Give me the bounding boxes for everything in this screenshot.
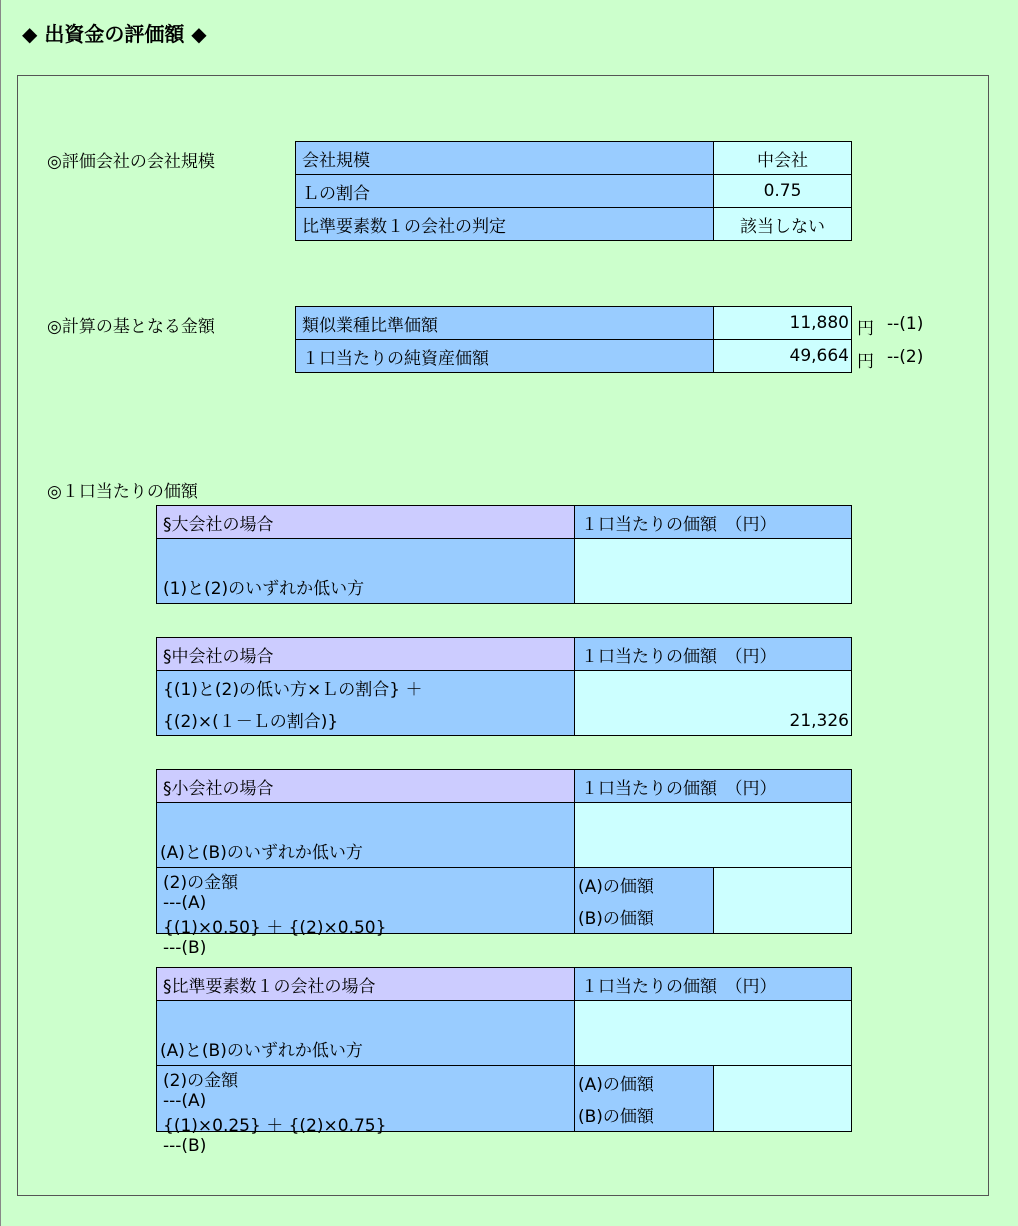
medium-formula-line1: {(1)と(2)の低い方×Ｌの割合} ＋ bbox=[163, 679, 423, 700]
base-row-unit: 円 bbox=[857, 319, 874, 339]
medium-company-value[interactable]: 21,326 bbox=[574, 670, 852, 736]
small-line-b: {(1)×0.50} ＋ {(2)×0.50} bbox=[163, 918, 387, 938]
base-row-label: １口当たりの純資産価額 bbox=[295, 339, 714, 373]
scale-row-value[interactable]: 0.75 bbox=[713, 174, 852, 208]
one-factor-line-a-ref: ---(A) bbox=[163, 1091, 207, 1111]
medium-company-value-header: １口当たりの価額 （円） bbox=[574, 637, 852, 671]
medium-company-header: §中会社の場合 bbox=[156, 637, 575, 671]
scale-row-label: Ｌの割合 bbox=[295, 174, 714, 208]
small-company-value-header: １口当たりの価額 （円） bbox=[574, 769, 852, 803]
small-line-a-ref: ---(A) bbox=[163, 893, 207, 913]
unit-section-label: ◎１口当たりの価額 bbox=[47, 482, 198, 502]
small-company-ab-definitions bbox=[156, 867, 575, 958]
base-row-unit: 円 bbox=[857, 352, 874, 372]
base-row-value[interactable]: 49,664 bbox=[713, 339, 852, 373]
small-company-value[interactable] bbox=[574, 802, 852, 868]
one-factor-ab-values[interactable] bbox=[713, 1065, 852, 1132]
one-factor-b-label: (B)の価額 bbox=[578, 1107, 654, 1128]
scale-row-value[interactable]: 該当しない bbox=[713, 207, 852, 241]
small-line-a: (2)の金額 bbox=[163, 873, 239, 893]
scale-row-value[interactable]: 中会社 bbox=[713, 141, 852, 175]
small-company-formula: (A)と(B)のいずれか低い方 bbox=[156, 802, 575, 868]
scale-row-label: 会社規模 bbox=[295, 141, 714, 175]
one-factor-value[interactable] bbox=[574, 1000, 852, 1066]
small-company-header: §小会社の場合 bbox=[156, 769, 575, 803]
large-company-formula: (1)と(2)のいずれか低い方 bbox=[156, 538, 575, 604]
one-factor-ab-labels bbox=[574, 1065, 714, 1132]
base-row-label: 類似業種比準価額 bbox=[295, 306, 714, 340]
scale-row-label: 比準要素数１の会社の判定 bbox=[295, 207, 714, 241]
base-row-ref: --(2) bbox=[887, 347, 924, 367]
one-factor-formula: (A)と(B)のいずれか低い方 bbox=[156, 1000, 575, 1066]
base-row-ref: --(1) bbox=[887, 314, 924, 334]
medium-formula-line2: {(2)×(１－Ｌの割合)} bbox=[163, 711, 339, 732]
page-title: ◆ 出資金の評価額 ◆ bbox=[22, 22, 207, 46]
small-b-label: (B)の価額 bbox=[578, 909, 654, 930]
large-company-value[interactable] bbox=[574, 538, 852, 604]
one-factor-header: §比準要素数１の会社の場合 bbox=[156, 967, 575, 1001]
one-factor-value-header: １口当たりの価額 （円） bbox=[574, 967, 852, 1001]
base-section-label: ◎計算の基となる金額 bbox=[47, 317, 215, 337]
one-factor-line-a: (2)の金額 bbox=[163, 1071, 239, 1091]
large-company-header: §大会社の場合 bbox=[156, 505, 575, 539]
small-company-ab-labels bbox=[574, 867, 714, 934]
one-factor-line-b-ref: ---(B) bbox=[163, 1136, 207, 1156]
large-company-value-header: １口当たりの価額 （円） bbox=[574, 505, 852, 539]
one-factor-line-b: {(1)×0.25} ＋ {(2)×0.75} bbox=[163, 1116, 387, 1136]
small-line-b-ref: ---(B) bbox=[163, 938, 207, 958]
one-factor-ab-definitions bbox=[156, 1065, 575, 1156]
small-a-label: (A)の価額 bbox=[578, 876, 654, 897]
left-border bbox=[0, 0, 1, 1226]
medium-company-formula bbox=[156, 670, 575, 736]
base-row-value[interactable]: 11,880 bbox=[713, 306, 852, 340]
small-company-ab-values[interactable] bbox=[713, 867, 852, 934]
one-factor-a-label: (A)の価額 bbox=[578, 1074, 654, 1095]
scale-section-label: ◎評価会社の会社規模 bbox=[47, 152, 215, 172]
